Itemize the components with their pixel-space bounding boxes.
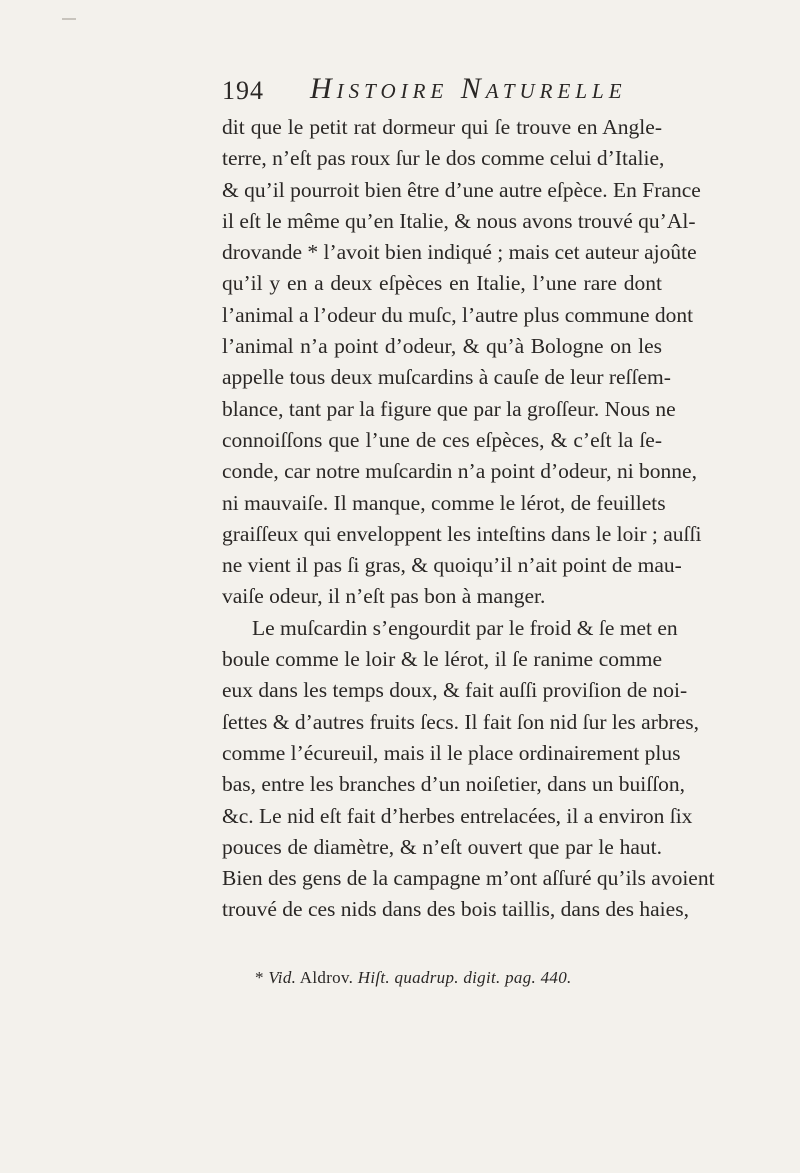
text-line: & qu’il pourroit bien être d’une autre eſpèce. En France xyxy=(222,177,701,202)
text-line: eux dans les temps doux, & fait auſſi proviſion de noi- xyxy=(222,678,688,703)
page-number: 194 xyxy=(222,76,264,105)
body-text xyxy=(222,112,715,926)
footnote-ref: Vid. xyxy=(268,968,297,987)
text-line: dit que le petit rat dormeur qui ſe trouve en Angle- xyxy=(222,115,662,139)
paragraph-end-line: vaiſe odeur, il n’eſt pas bon à manger. xyxy=(222,584,546,609)
text-line: connoiſſons que l’une de ces eſpèces, & c’eſt la ſe- xyxy=(222,427,662,452)
text-line: comme l’écureuil, mais il le place ordinairement plus xyxy=(222,740,681,765)
text-line: l’animal a l’odeur du muſc, l’autre plus commune dont xyxy=(222,302,694,327)
text-line: ni mauvaiſe. Il manque, comme le lérot, de feuillets xyxy=(222,490,666,515)
text-line: graiſſeux qui enveloppent les inteſtins dans le loir ; auſſi xyxy=(222,521,702,546)
text-line: qu’il y en a deux eſpèces en Italie, l’une rare dont xyxy=(222,271,662,296)
text-line: trouvé de ces nids dans des bois taillis, dans des haies, xyxy=(222,897,689,922)
text-line: l’animal n’a point d’odeur, & qu’à Bologne on les xyxy=(222,334,662,359)
text-line: drovande * l’avoit bien indiqué ; mais cet auteur ajoûte xyxy=(222,240,697,265)
text-line: boule comme le loir & le lérot, il ſe ranime comme xyxy=(222,647,662,672)
page-edge-mark xyxy=(62,18,76,20)
running-title: Histoire Naturelle xyxy=(310,72,627,105)
page-header xyxy=(222,72,682,112)
footnote-marker: * xyxy=(255,968,264,987)
text-line: conde, car notre muſcardin n’a point d’odeur, ni bonne, xyxy=(222,459,697,484)
text-line: pouces de diamètre, & n’eſt ouvert que par le haut. xyxy=(222,834,662,859)
text-line: bas, entre les branches d’un noiſetier, dans un buiſſon, xyxy=(222,772,686,797)
text-line: ſettes & d’autres fruits ſecs. Il fait ſon nid ſur les arbres, xyxy=(222,709,700,734)
paragraph-start-line: Le muſcardin s’engourdit par le froid & ſe met en xyxy=(252,615,678,640)
text-line: blance, tant par la figure que par la groſſeur. Nous ne xyxy=(222,396,676,421)
text-line: il eſt le même qu’en Italie, & nous avons trouvé qu’Al- xyxy=(222,208,696,233)
text-line: terre, n’eſt pas roux ſur le dos comme celui d’Italie, xyxy=(222,146,665,171)
text-line: &c. Le nid eſt fait d’herbes entrelacées, il a environ ſix xyxy=(222,803,693,828)
text-line: Bien des gens de la campagne m’ont aſſuré qu’ils avoient xyxy=(222,866,715,891)
footnote-work: Hiſt. quadrup. digit. pag. 440. xyxy=(357,968,572,987)
text-line: ne vient il pas ſi gras, & quoiqu’il n’ait point de mau- xyxy=(222,553,682,578)
footnote xyxy=(255,968,572,988)
footnote-author: Aldrov. xyxy=(299,968,354,987)
text-line: appelle tous deux muſcardins à cauſe de leur reſſem- xyxy=(222,365,671,390)
